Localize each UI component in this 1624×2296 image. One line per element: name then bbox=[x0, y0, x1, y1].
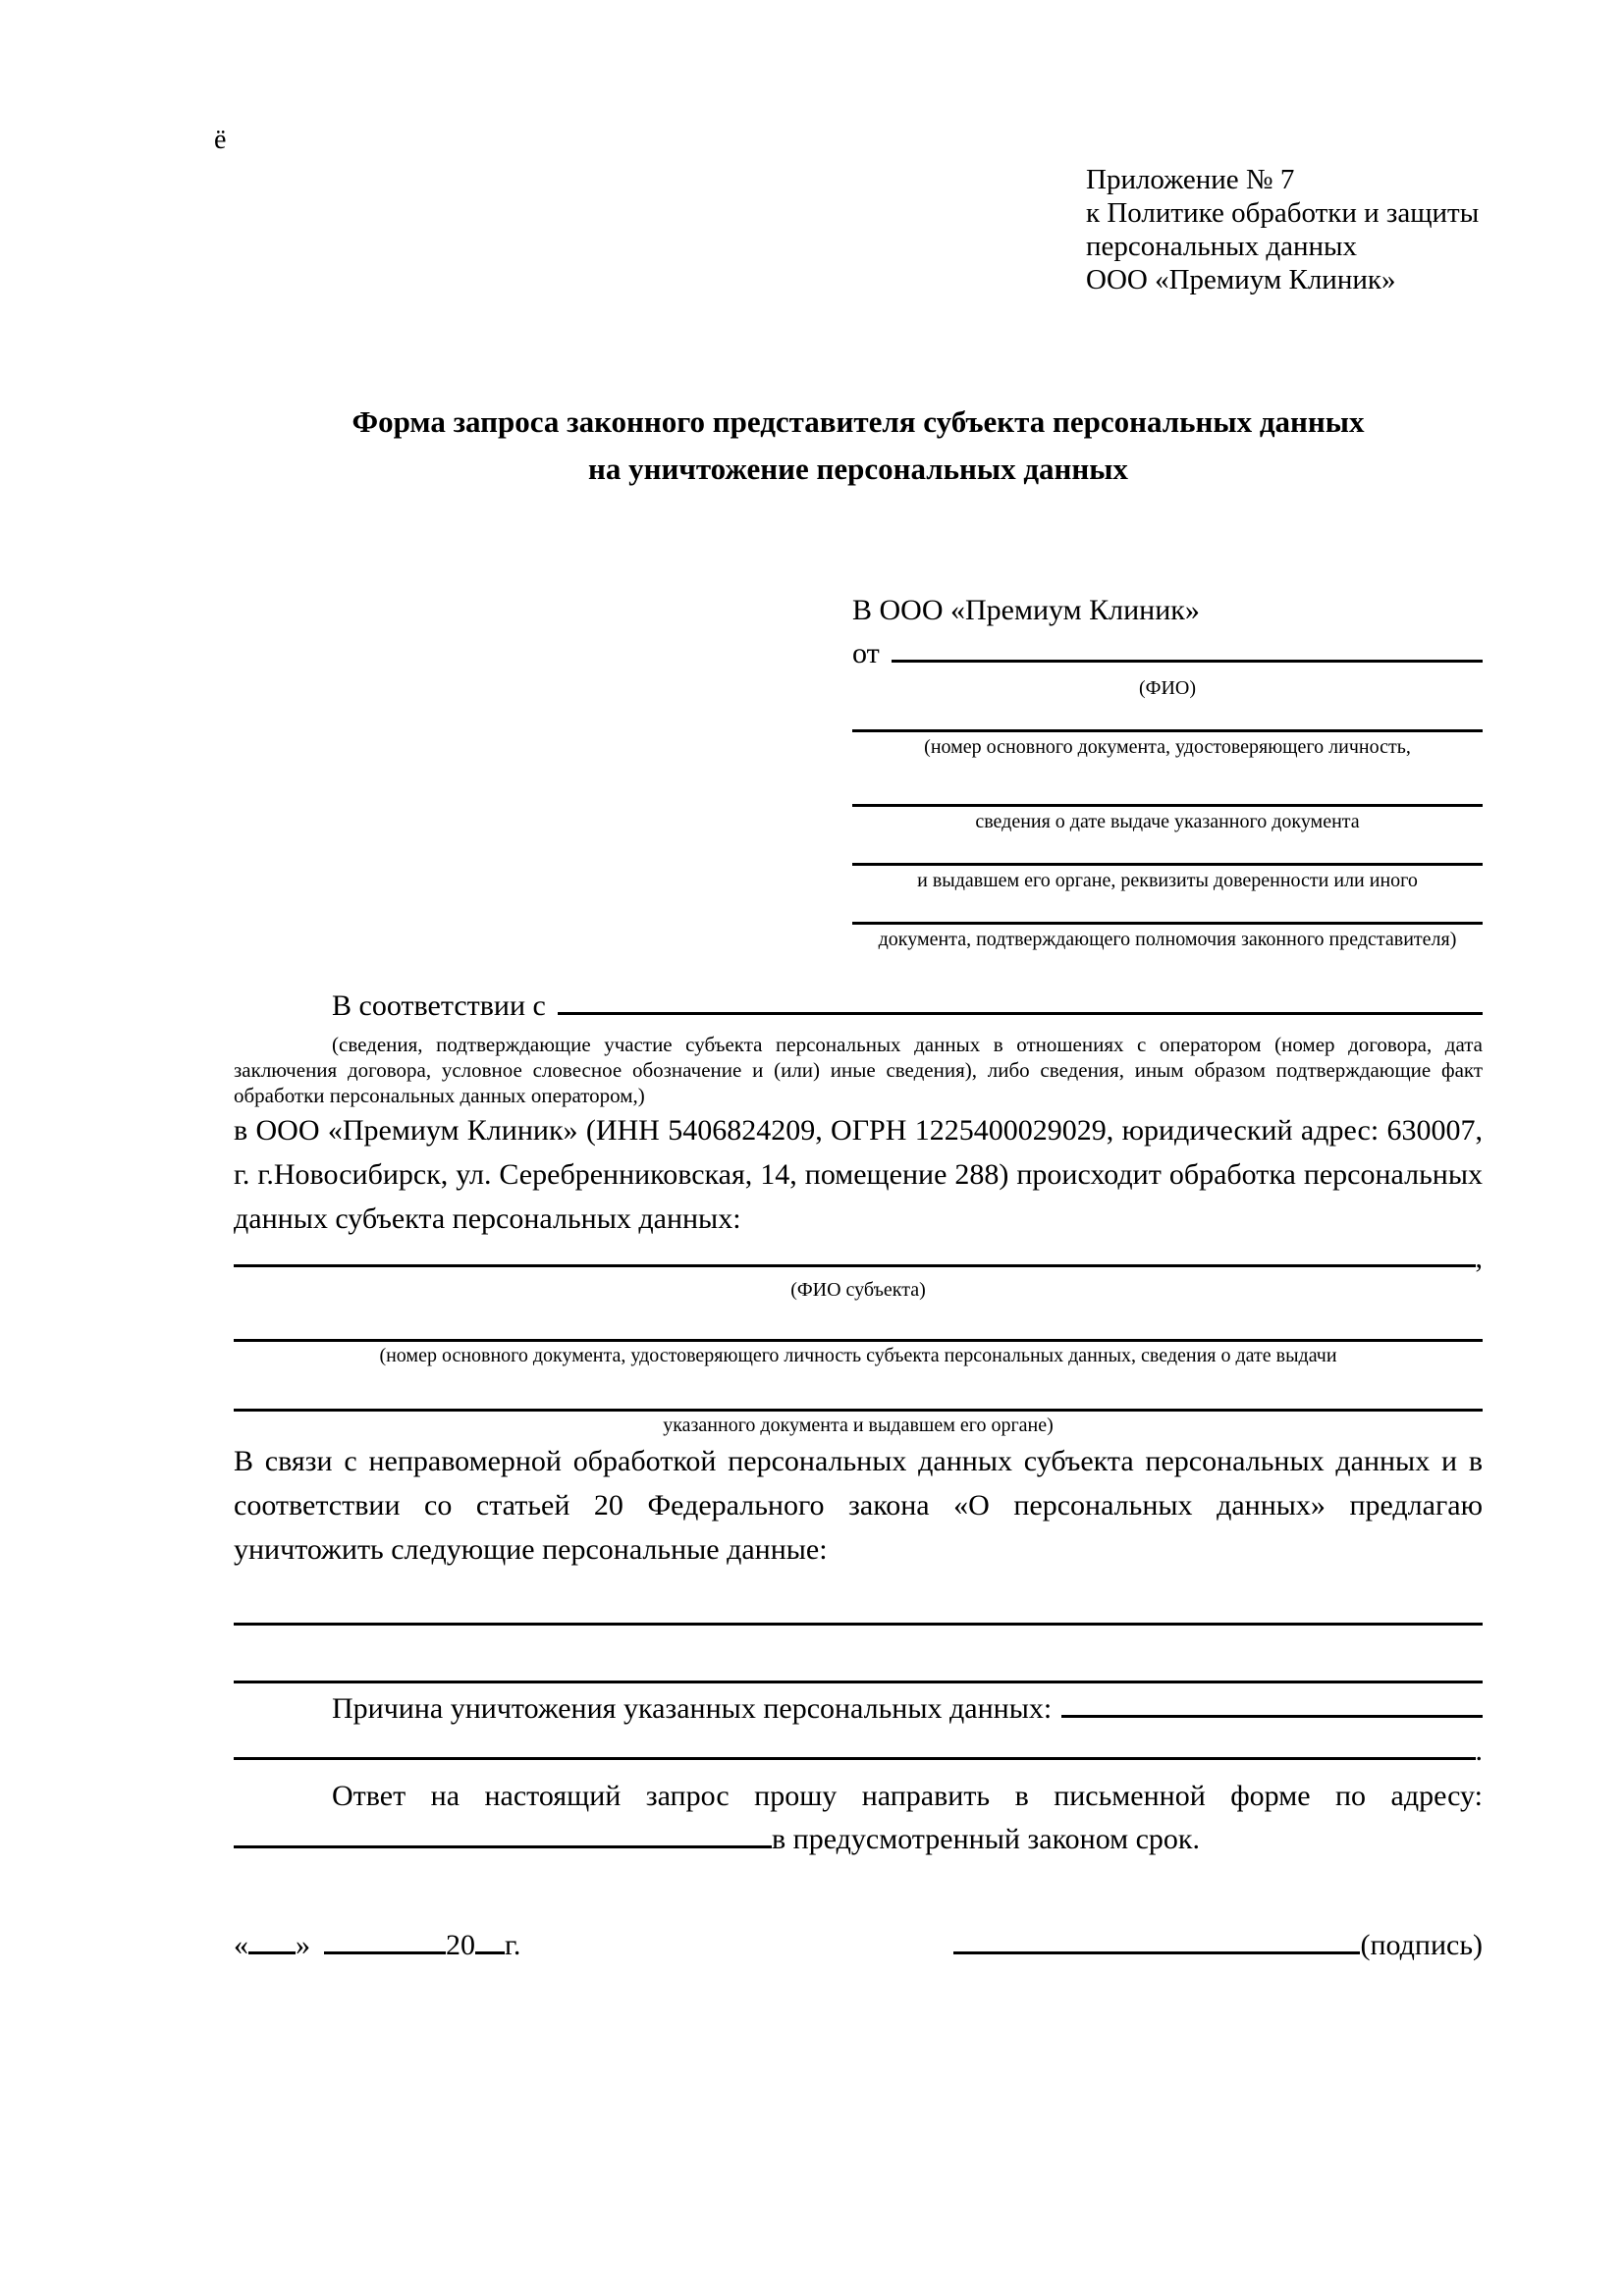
from-row bbox=[852, 634, 1483, 673]
issue-date-caption: сведения о дате выдаче указанного документа bbox=[975, 811, 1360, 832]
month-blank-line bbox=[324, 1948, 446, 1954]
trailing-comma: , bbox=[1475, 1242, 1483, 1274]
subject-document-caption-2: указанного документа и выдавшем его органе) bbox=[663, 1415, 1054, 1436]
from-label: от bbox=[852, 637, 880, 669]
fio-blank-line bbox=[892, 660, 1483, 663]
reason-row bbox=[234, 1687, 1483, 1731]
signature-group bbox=[953, 1926, 1483, 1965]
reply-tail-text: в предусмотренный законом срок. bbox=[772, 1823, 1200, 1855]
subject-fio-blank-line bbox=[234, 1264, 1476, 1267]
accordance-note: (сведения, подтверждающие участие субъекта персональных данных в отношениях с оператором (номер договора, дата заключения договора, условное словесное обозначение и (или) иные сведения), либо сведения, иным образом подтверждающие факт обработки персональных данных оператором,) bbox=[234, 1033, 1483, 1107]
issue-date-blank-line bbox=[852, 759, 1483, 807]
day-blank-line bbox=[248, 1948, 296, 1954]
subject-authority-blank-line bbox=[234, 1367, 1483, 1412]
address-blank-line bbox=[234, 1842, 772, 1848]
appendix-line: ООО «Премиум Клиник» bbox=[1086, 264, 1396, 295]
issuing-authority-caption: и выдавшем его органе, реквизиты доверенности или иного bbox=[917, 870, 1418, 891]
authority-document-caption: документа, подтверждающего полномочия законного представителя) bbox=[878, 929, 1457, 950]
reason-continuation-row bbox=[234, 1731, 1483, 1772]
subject-document-blank-line bbox=[234, 1302, 1483, 1342]
open-quote: « bbox=[234, 1929, 248, 1961]
appendix-line: персональных данных bbox=[1086, 231, 1358, 262]
close-quote: » bbox=[296, 1929, 310, 1961]
issuing-authority-blank-line bbox=[852, 833, 1483, 866]
reason-blank-line bbox=[1061, 1715, 1483, 1718]
subject-fio-row bbox=[234, 1241, 1483, 1276]
appendix-line: Приложение № 7 bbox=[1086, 164, 1295, 195]
demand-paragraph: В связи с неправомерной обработкой персональных данных субъекта персональных данных и в соответствии со статьей 20 Федерального закона «О персональных данных» предлагаю уничтожить следующие персональные данные: bbox=[234, 1445, 1483, 1566]
document-number-blank-line bbox=[852, 700, 1483, 732]
operator-paragraph: в ООО «Премиум Клиник» (ИНН 5406824209, ОГРН 1225400029029, юридический адрес: 630007, г. г.Новосибирск, ул. Серебренниковская, 14, помещение 288) происходит обработка персональных данных субъекта персональных данных: bbox=[234, 1114, 1483, 1235]
document-title-line2: на уничтожение персональных данных bbox=[588, 452, 1128, 486]
accordance-lead: В соответствии с bbox=[332, 989, 546, 1022]
signature-footer bbox=[234, 1926, 1483, 1965]
year-prefix: 20 bbox=[446, 1929, 475, 1961]
appendix-header bbox=[1086, 163, 1483, 296]
trailing-period: . bbox=[1475, 1735, 1483, 1767]
addressee-organization: В ООО «Премиум Клиник» bbox=[852, 594, 1200, 626]
data-list-blank-line-1 bbox=[234, 1572, 1483, 1626]
reason-blank-line-2 bbox=[234, 1757, 1476, 1760]
document-title bbox=[234, 399, 1483, 493]
year-blank-line bbox=[475, 1948, 505, 1954]
reply-request-paragraph: Ответ на настоящий запрос прошу направить в письменной форме по адресу: bbox=[332, 1780, 1483, 1812]
appendix-line: к Политике обработки и защиты bbox=[1086, 197, 1480, 229]
accordance-blank-line bbox=[558, 1012, 1483, 1015]
subject-fio-caption: (ФИО субъекта) bbox=[790, 1279, 926, 1301]
reason-lead: Причина уничтожения указанных персональных данных: bbox=[332, 1692, 1053, 1725]
signature-caption: (подпись) bbox=[1360, 1929, 1483, 1961]
reply-address-row bbox=[234, 1818, 1483, 1861]
signature-blank-line bbox=[953, 1948, 1360, 1954]
data-list-blank-line-2 bbox=[234, 1626, 1483, 1683]
year-suffix: г. bbox=[505, 1929, 521, 1961]
subject-document-caption-1: (номер основного документа, удостоверяющего личность субъекта персональных данных, сведения о дате выдачи bbox=[379, 1345, 1337, 1366]
fio-caption: (ФИО) bbox=[1138, 677, 1196, 699]
document-number-caption: (номер основного документа, удостоверяющего личность, bbox=[924, 736, 1411, 758]
addressee-block bbox=[852, 591, 1483, 951]
stray-character: ё bbox=[214, 125, 227, 155]
document-title-line1: Форма запроса законного представителя субъекта персональных данных bbox=[352, 404, 1365, 439]
accordance-row bbox=[234, 985, 1483, 1028]
page-content bbox=[214, 124, 1483, 1965]
date-group bbox=[234, 1926, 520, 1965]
authority-document-blank-line bbox=[852, 892, 1483, 925]
